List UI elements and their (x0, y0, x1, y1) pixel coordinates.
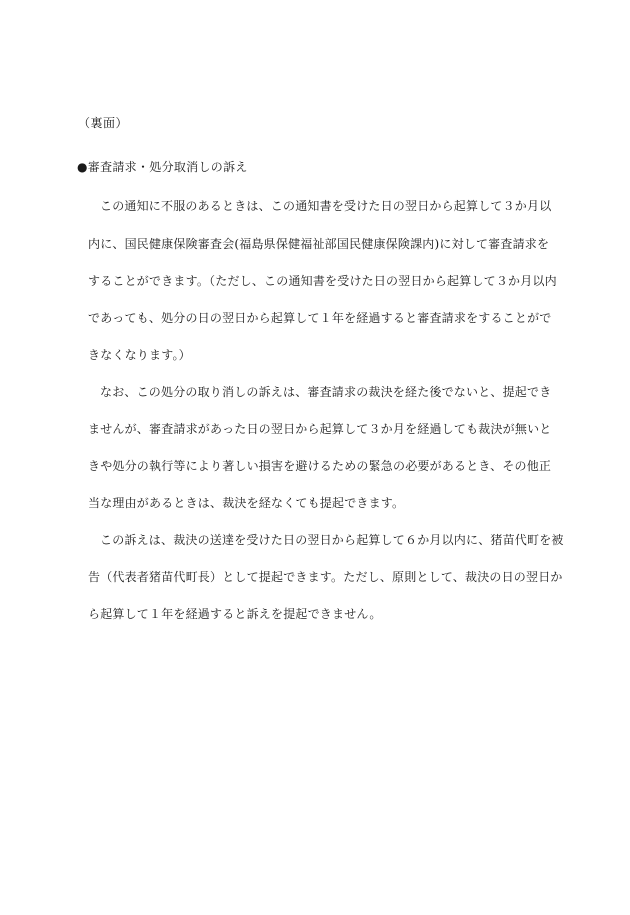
section-heading: ●審査請求・処分取消しの訴え (77, 160, 248, 174)
paragraph-1-line-1: この通知に不服のあるときは、この通知書を受けた日の翌日から起算して３か月以 (100, 199, 552, 213)
paragraph-2-line-3: きや処分の執行等により著しい損害を避けるための緊急の必要があるとき、その他正 (88, 459, 552, 473)
paragraph-3-line-2: 告（代表者猪苗代町長）として提起できます。ただし、原則として、裁決の日の翌日か (88, 570, 563, 584)
paragraph-2-line-1: なお、この処分の取り消しの訴えは、審査請求の裁決を経た後でないと、提起でき (100, 385, 552, 399)
paragraph-1-line-5: きなくなります。） (88, 348, 191, 362)
back-side-label: （裏面） (78, 116, 129, 130)
paragraph-3-line-1: この訴えは、裁決の送達を受けた日の翌日から起算して６か月以内に、猪苗代町を被 (100, 533, 564, 547)
paragraph-1-line-4: であっても、処分の日の翌日から起算して１年を経過すると審査請求をすることがで (88, 311, 552, 325)
paragraph-2-line-4: 当な理由があるときは、裁決を経なくても提起できます。 (88, 496, 405, 510)
paragraph-2-line-2: ませんが、審査請求があった日の翌日から起算して３か月を経過しても裁決が無いと (88, 422, 552, 436)
paragraph-1-line-2: 内に、国民健康保険審査会(福島県保健福祉部国民健康保険課内)に対して審査請求を (88, 237, 550, 251)
paragraph-3-line-3: ら起算して１年を経過すると訴えを提起できません。 (88, 607, 382, 621)
paragraph-1-line-3: することができます。（ただし、この通知書を受けた日の翌日から起算して３か月以内 (88, 274, 557, 288)
